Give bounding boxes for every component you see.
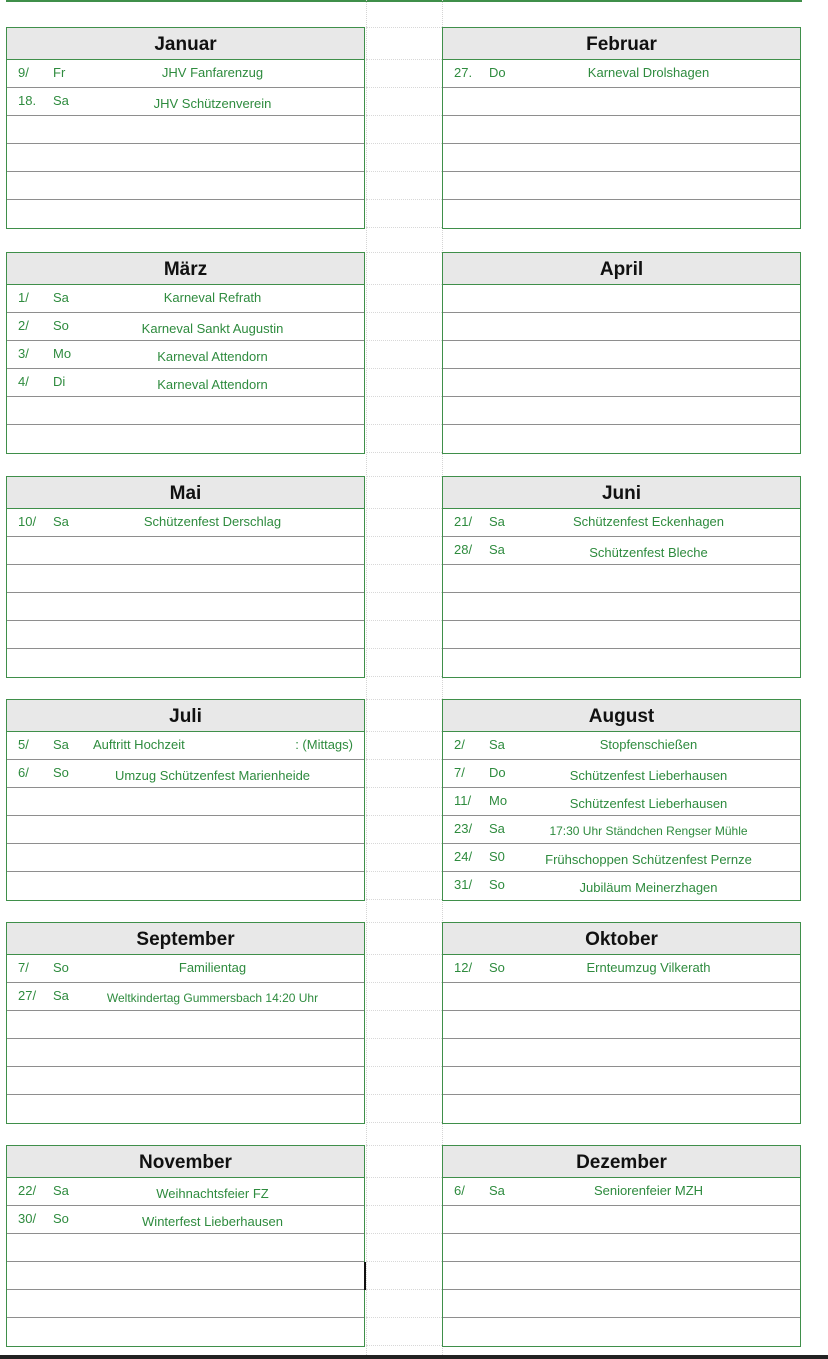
gap-gridline [366, 787, 442, 788]
gap-gridline [366, 27, 442, 28]
event-row[interactable] [443, 116, 800, 144]
event-day: 4/ [18, 374, 29, 389]
event-row[interactable] [443, 509, 800, 537]
gap-gridline [366, 1038, 442, 1039]
event-row[interactable] [443, 760, 800, 788]
event-day: 7/ [454, 765, 465, 780]
event-row[interactable] [7, 1262, 364, 1290]
gap-gridline [366, 1122, 442, 1123]
month-table-juli [6, 699, 365, 901]
event-title: Schützenfest Lieberhausen [569, 768, 728, 783]
event-day: 2/ [18, 318, 29, 333]
event-row[interactable] [443, 816, 800, 844]
gap-gridline [366, 87, 442, 88]
event-row[interactable] [7, 313, 364, 341]
event-weekday: Sa [489, 737, 505, 752]
event-weekday: Sa [489, 514, 505, 529]
event-row[interactable] [443, 88, 800, 116]
gap-gridline [366, 171, 442, 172]
month-table-dezember [442, 1145, 801, 1347]
event-row[interactable] [443, 844, 800, 872]
event-row[interactable] [7, 816, 364, 844]
event-row[interactable] [7, 341, 364, 369]
event-row[interactable] [443, 397, 800, 425]
event-row[interactable] [7, 172, 364, 200]
gap-gridline [366, 1261, 442, 1262]
event-weekday: Sa [53, 988, 69, 1003]
event-row[interactable] [443, 285, 800, 313]
gap-gridline [366, 1289, 442, 1290]
gap-gridline [366, 676, 442, 677]
month-table-november [6, 1145, 365, 1347]
event-row[interactable] [7, 537, 364, 565]
gap-gridline [366, 227, 442, 228]
event-row[interactable] [7, 1234, 364, 1262]
event-row[interactable] [7, 760, 364, 788]
event-row[interactable] [7, 983, 364, 1011]
event-row[interactable] [7, 1178, 364, 1206]
gap-gridline [366, 871, 442, 872]
event-row[interactable] [443, 144, 800, 172]
event-weekday: Sa [53, 290, 69, 305]
event-row[interactable] [7, 732, 364, 760]
event-row[interactable] [7, 1095, 364, 1123]
month-title: August [443, 700, 800, 732]
month-title: Oktober [443, 923, 800, 955]
event-title: Karneval Attendorn [157, 349, 268, 364]
event-weekday: Sa [53, 737, 69, 752]
event-weekday: So [489, 960, 505, 975]
event-weekday: Do [489, 65, 506, 80]
event-weekday: S0 [489, 849, 505, 864]
gap-gridline [366, 115, 442, 116]
gap-gridline [366, 1177, 442, 1178]
event-weekday: So [53, 765, 69, 780]
gap-gridline [366, 1205, 442, 1206]
month-title: Juli [7, 700, 364, 732]
gap-gridline [366, 1345, 442, 1346]
event-day: 7/ [18, 960, 29, 975]
event-day: 12/ [454, 960, 473, 975]
event-row[interactable] [7, 621, 364, 649]
event-weekday: So [53, 318, 69, 333]
gap-gridline [366, 536, 442, 537]
gap-gridline [366, 199, 442, 200]
event-row[interactable] [7, 955, 364, 983]
event-day: 10/ [18, 514, 37, 529]
event-row[interactable] [443, 1206, 800, 1234]
event-note: : (Mittags) [295, 737, 353, 752]
gap-gridline [366, 1010, 442, 1011]
gap-gridline [366, 899, 442, 900]
event-weekday: Sa [53, 1183, 69, 1198]
event-title: Frühschoppen Schützenfest Pernze [545, 852, 752, 867]
event-row[interactable] [443, 369, 800, 397]
event-title: Auftritt Hochzeit [93, 737, 185, 752]
event-weekday: Sa [489, 542, 505, 557]
event-title: Karneval Drolshagen [587, 65, 710, 80]
event-title: Stopfenschießen [599, 737, 698, 752]
gap-gridline [366, 396, 442, 397]
event-row[interactable] [443, 593, 800, 621]
event-row[interactable] [443, 1318, 800, 1346]
gap-gridline [366, 476, 442, 477]
event-row[interactable] [7, 369, 364, 397]
event-row[interactable] [443, 537, 800, 565]
gap-gridline [366, 699, 442, 700]
event-title: Schützenfest Lieberhausen [569, 796, 728, 811]
month-table-august [442, 699, 801, 901]
gap-gridline [366, 982, 442, 983]
event-row[interactable] [443, 788, 800, 816]
event-row[interactable] [7, 200, 364, 228]
gap-gridline [366, 284, 442, 285]
month-table-januar [6, 27, 365, 229]
event-row[interactable] [443, 1067, 800, 1095]
event-day: 28/ [454, 542, 473, 557]
event-weekday: So [53, 1211, 69, 1226]
gap-divider-left [366, 0, 367, 1355]
event-weekday: Sa [489, 1183, 505, 1198]
event-row[interactable] [443, 341, 800, 369]
event-day: 6/ [18, 765, 29, 780]
event-row[interactable] [443, 1178, 800, 1206]
event-row[interactable] [443, 1290, 800, 1318]
event-row[interactable] [443, 1039, 800, 1067]
cell-selection-mark [364, 1262, 366, 1290]
event-weekday: So [53, 960, 69, 975]
event-title: Schützenfest Eckenhagen [572, 514, 725, 529]
event-title: Jubiläum Meinerzhagen [579, 880, 718, 895]
event-weekday: Sa [489, 821, 505, 836]
event-title: Weihnachtsfeier FZ [156, 1186, 269, 1201]
event-row[interactable] [7, 116, 364, 144]
event-day: 21/ [454, 514, 473, 529]
event-weekday: Sa [53, 93, 69, 108]
event-day: 1/ [18, 290, 29, 305]
month-title: Februar [443, 28, 800, 60]
gap-gridline [366, 143, 442, 144]
bottom-bar [0, 1355, 828, 1359]
event-title: Ernteumzug Vilkerath [586, 960, 711, 975]
month-table-juni [442, 476, 801, 678]
event-title: JHV Fanfarenzug [161, 65, 264, 80]
gap-gridline [366, 368, 442, 369]
event-row[interactable] [443, 425, 800, 453]
month-title: Mai [7, 477, 364, 509]
gap-gridline [366, 843, 442, 844]
event-row[interactable] [7, 844, 364, 872]
month-title: September [7, 923, 364, 955]
month-title: Juni [443, 477, 800, 509]
month-table-oktober [442, 922, 801, 1124]
month-title: Januar [7, 28, 364, 60]
month-table-märz [6, 252, 365, 454]
event-row[interactable] [7, 565, 364, 593]
event-weekday: Mo [53, 346, 72, 361]
event-row[interactable] [7, 425, 364, 453]
event-row[interactable] [7, 88, 364, 116]
gap-gridline [366, 648, 442, 649]
event-row[interactable] [443, 983, 800, 1011]
event-weekday: Sa [53, 514, 69, 529]
gap-gridline [366, 954, 442, 955]
event-row[interactable] [443, 955, 800, 983]
event-title: Schützenfest Bleche [589, 545, 708, 560]
gap-gridline [366, 252, 442, 253]
event-row[interactable] [7, 1067, 364, 1095]
event-row[interactable] [7, 60, 364, 88]
event-row[interactable] [443, 313, 800, 341]
event-row[interactable] [443, 1095, 800, 1123]
gap-gridline [366, 759, 442, 760]
event-weekday: So [489, 877, 505, 892]
event-row[interactable] [7, 144, 364, 172]
event-title: Karneval Refrath [163, 290, 262, 305]
event-day: 31/ [454, 877, 473, 892]
event-day: 22/ [18, 1183, 37, 1198]
event-row[interactable] [7, 397, 364, 425]
event-weekday: Mo [489, 793, 508, 808]
event-day: 6/ [454, 1183, 465, 1198]
event-day: 30/ [18, 1211, 37, 1226]
event-day: 3/ [18, 346, 29, 361]
event-weekday: Fr [53, 65, 66, 80]
month-table-april [442, 252, 801, 454]
event-title: Winterfest Lieberhausen [142, 1214, 283, 1229]
event-row[interactable] [443, 1011, 800, 1039]
event-title: Umzug Schützenfest Marienheide [114, 768, 311, 783]
event-row[interactable] [443, 200, 800, 228]
event-day: 18. [18, 93, 37, 108]
event-day: 2/ [454, 737, 465, 752]
event-row[interactable] [443, 60, 800, 88]
gap-gridline [366, 1317, 442, 1318]
event-row[interactable] [443, 732, 800, 760]
event-row[interactable] [7, 872, 364, 900]
event-row[interactable] [7, 1318, 364, 1346]
event-weekday: Di [53, 374, 66, 389]
gap-gridline [366, 340, 442, 341]
gap-gridline [366, 592, 442, 593]
month-title: November [7, 1146, 364, 1178]
month-title: März [7, 253, 364, 285]
event-row[interactable] [7, 1206, 364, 1234]
event-row[interactable] [443, 1262, 800, 1290]
event-row[interactable] [7, 593, 364, 621]
event-row[interactable] [443, 872, 800, 900]
event-row[interactable] [7, 509, 364, 537]
gap-gridline [366, 312, 442, 313]
gap-gridline [366, 815, 442, 816]
gap-gridline [366, 508, 442, 509]
event-row[interactable] [443, 565, 800, 593]
event-day: 23/ [454, 821, 473, 836]
event-title: Weltkindertag Gummersbach 14:20 Uhr [106, 991, 319, 1005]
event-title: Karneval Attendorn [157, 377, 268, 392]
event-row[interactable] [443, 649, 800, 677]
event-row[interactable] [443, 1234, 800, 1262]
event-day: 24/ [454, 849, 473, 864]
event-title: 17:30 Uhr Ständchen Rengser Mühle [549, 824, 748, 838]
gap-gridline [366, 1094, 442, 1095]
event-day: 11/ [454, 793, 472, 808]
event-day: 27. [454, 65, 473, 80]
event-row[interactable] [7, 649, 364, 677]
gap-gridline [366, 922, 442, 923]
gap-gridline [366, 1066, 442, 1067]
month-table-september [6, 922, 365, 1124]
event-row[interactable] [7, 1011, 364, 1039]
event-day: 27/ [18, 988, 37, 1003]
gap-gridline [366, 1145, 442, 1146]
gap-gridline [366, 1233, 442, 1234]
event-row[interactable] [7, 1039, 364, 1067]
event-row[interactable] [443, 621, 800, 649]
gap-gridline [366, 424, 442, 425]
event-title: Seniorenfeier MZH [593, 1183, 704, 1198]
event-day: 9/ [18, 65, 29, 80]
top-border-rule [6, 0, 802, 2]
event-row[interactable] [7, 1290, 364, 1318]
gap-gridline [366, 564, 442, 565]
month-table-mai [6, 476, 365, 678]
gap-gridline [366, 731, 442, 732]
gap-gridline [366, 452, 442, 453]
gap-gridline [366, 620, 442, 621]
event-title: Karneval Sankt Augustin [141, 321, 284, 336]
event-title: Familientag [178, 960, 247, 975]
event-weekday: Do [489, 765, 506, 780]
event-row[interactable] [7, 285, 364, 313]
month-table-februar [442, 27, 801, 229]
event-title: Schützenfest Derschlag [143, 514, 282, 529]
event-day: 5/ [18, 737, 29, 752]
event-title: JHV Schützenverein [153, 96, 272, 111]
month-title: Dezember [443, 1146, 800, 1178]
month-title: April [443, 253, 800, 285]
event-row[interactable] [443, 172, 800, 200]
event-row[interactable] [7, 788, 364, 816]
gap-gridline [366, 59, 442, 60]
